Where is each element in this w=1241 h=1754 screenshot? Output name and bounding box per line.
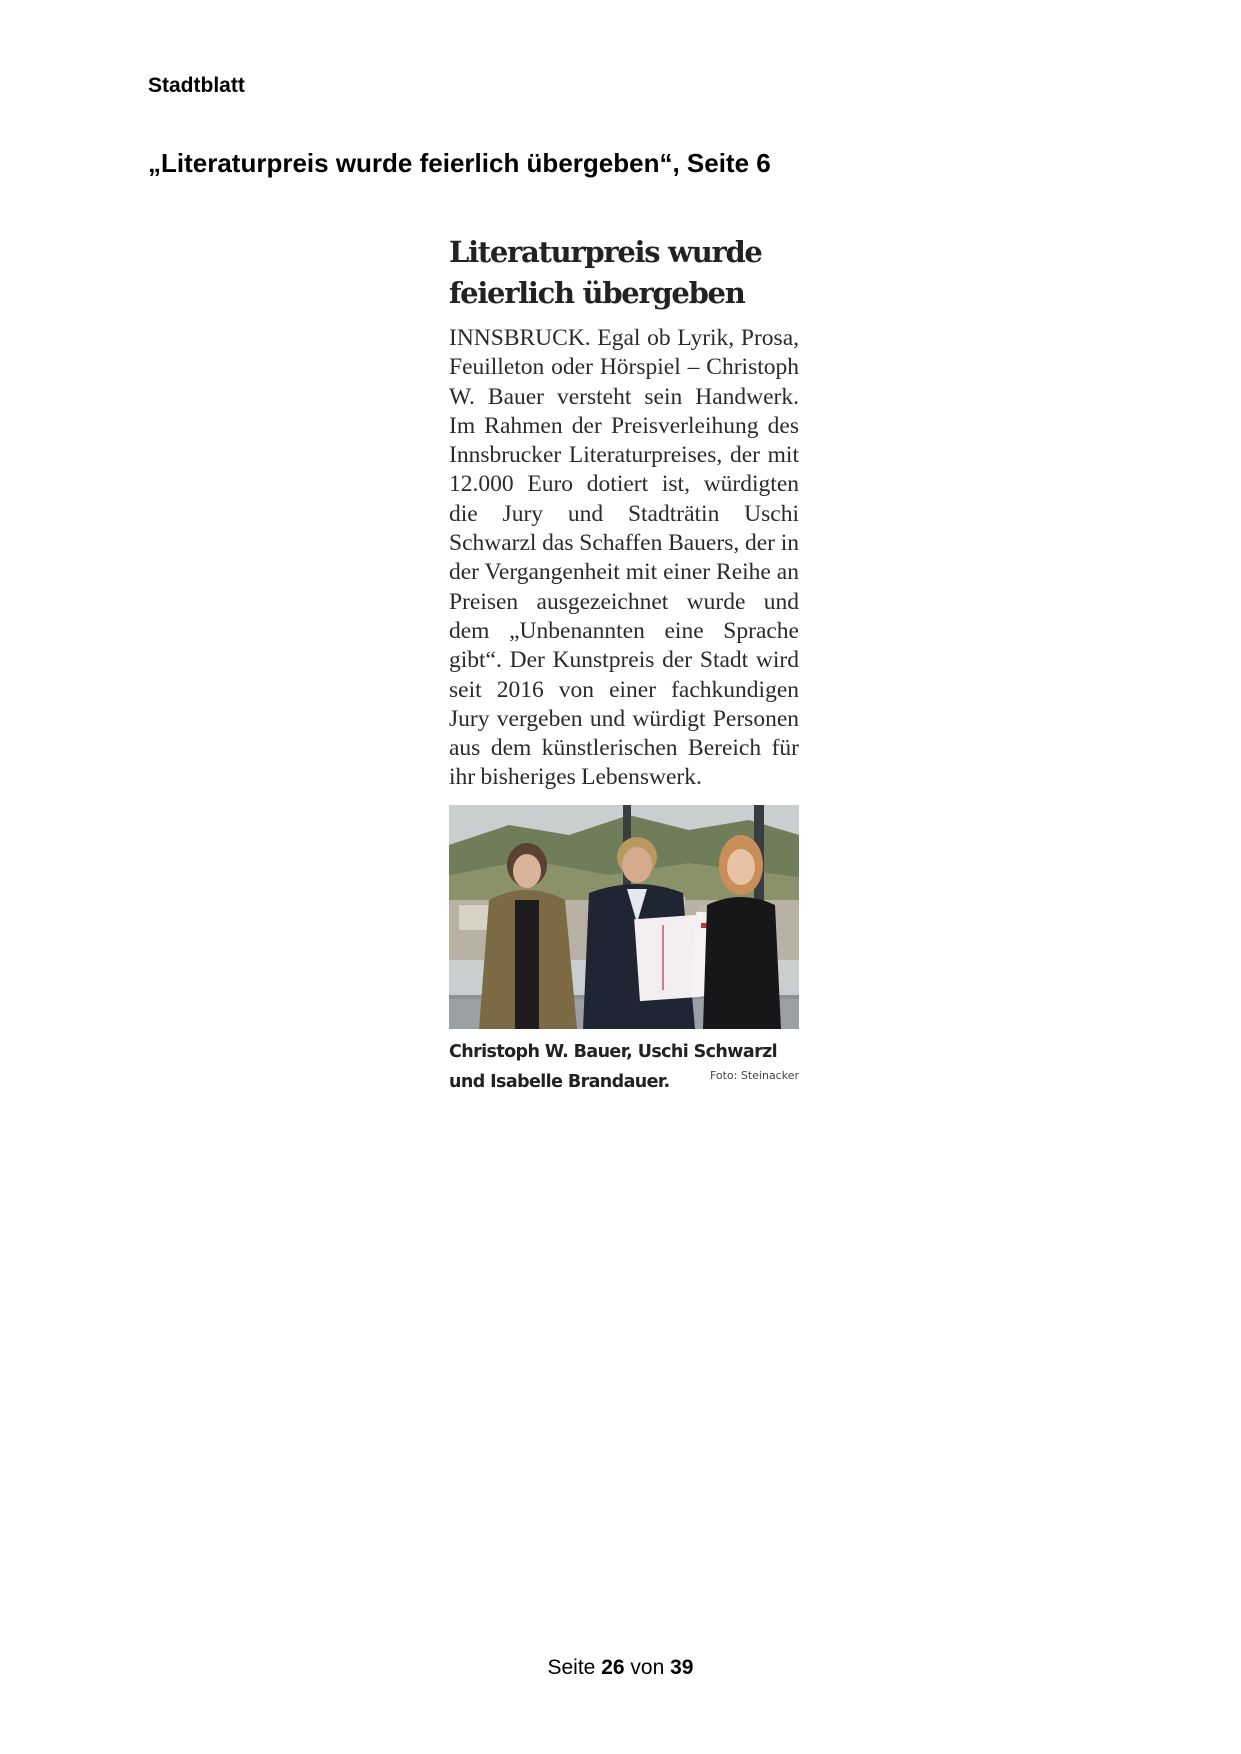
page-footer (0, 1656, 1241, 1680)
caption-text: Christoph W. Bauer, Uschi Schwarzl und Isabelle Brandauer. (449, 1041, 778, 1092)
footer-separator: von (630, 1656, 665, 1679)
clipping-headline: Literaturpreis wurde feierlich übergeben (449, 235, 762, 310)
newspaper-clipping (449, 232, 799, 1097)
footer-prefix: Seite (547, 1656, 596, 1679)
photo-credit: Foto: Steinacker (709, 1068, 799, 1082)
photo-caption (449, 1037, 799, 1097)
publication-name: Stadtblatt (148, 74, 245, 97)
footer-total-pages: 39 (670, 1656, 694, 1679)
award-photo (449, 805, 799, 1029)
footer-page-number: 26 (601, 1656, 625, 1679)
clipping-body-text: INNSBRUCK. Egal ob Lyrik, Prosa, Feuilleton oder Hörspiel – Christoph W. Bauer versteht sein Handwerk. Im Rahmen der Preisverleihung des Innsbrucker Literaturpreises, der mit 12.000 Euro dotiert ist, würdigten die Jury und Stadträtin Uschi Schwarzl das Schaffen Bauers, der in der Vergangenheit mit einer Reihe an Preisen ausgezeichnet wurde und dem „Unbenannten eine Sprache gibt“. Der Kunstpreis der Stadt wird seit 2016 von einer fachkundigen Jury vergeben und würdigt Personen aus dem künstlerischen Bereich für ihr bisheriges Lebenswerk. (449, 325, 799, 791)
article-reference: „Literaturpreis wurde feierlich übergeben“, Seite 6 (148, 148, 771, 178)
